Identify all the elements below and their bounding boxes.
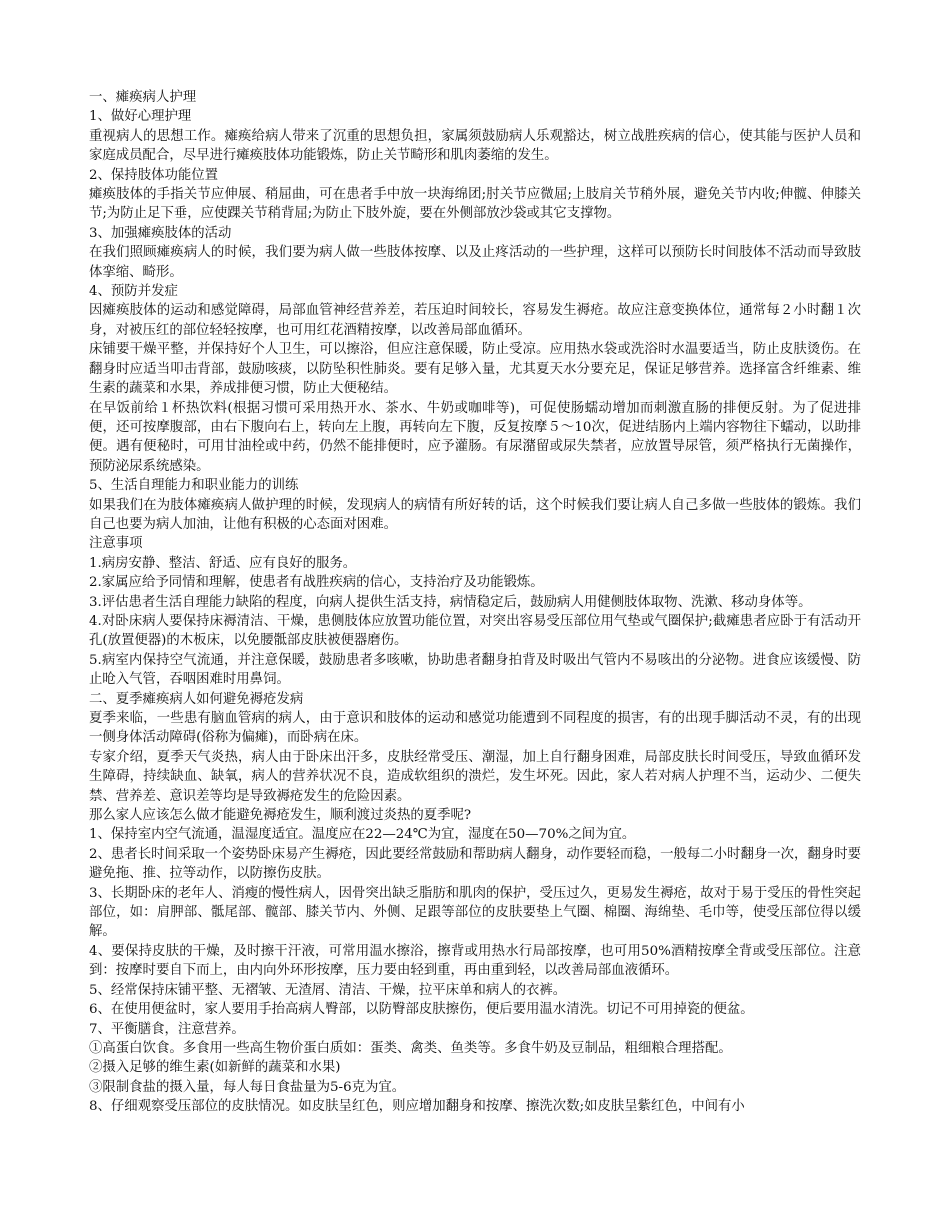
paragraph: 那么家人应该怎么做才能避免褥疮发生，顺利渡过炎热的夏季呢? <box>89 808 472 824</box>
paragraph: 重视病人的思想工作。瘫痪给病人带来了沉重的思想负担，家属须鼓励病人乐观豁达，树立战胜疾病的信心，使其能与医护人员和家庭成员配合，尽早进行瘫痪肢体功能锻炼，防止关节畸形和肌肉萎缩的发生。 <box>89 128 861 164</box>
sub-list-item: ③限制食盐的摄入量，每人每日食盐量为5-6克为宜。 <box>89 1079 406 1095</box>
paragraph: 因瘫痪肢体的运动和感觉障碍，局部血管神经营养差，若压迫时间较长，容易发生褥疮。故应注意变换体位，通常每２小时翻１次身，对被压红的部位轻轻按摩，也可用红花酒精按摩，以改善局部血循环。 <box>89 303 861 338</box>
paragraph: 专家介绍，夏季天气炎热，病人由于卧床出汗多，皮肤经常受压、潮湿，加上自行翻身困难，局部皮肤长时间受压，导致血循环发生障碍，持续缺血、缺氧，病人的营养状况不良，造成软组织的溃烂，发生坏死。因此，家人若对病人护理不当，运动少、二便失禁、营养差、意识差等均是导致褥疮发生的危险因素。 <box>89 749 861 804</box>
paragraph: 在早饭前给１杯热饮料(根据习惯可采用热开水、茶水、牛奶或咖啡等)，可促使肠蠕动增加而刺激直肠的排便反射。为了促进排便，还可按摩腹部，由右下腹向右上，转向左上腹，再转向左下腹，反复按摩５～10次，促进结肠内上端内容物往下蠕动，以助排便。遇有便秘时，可用甘油栓或中药，仍然不能排便时，应予灌肠。有尿潴留或尿失禁者，应放置导尿管，须严格执行无菌操作，预防泌尿系统感染。 <box>89 400 861 474</box>
list-item: 3、长期卧床的老年人、消瘦的慢性病人，因骨突出缺乏脂肪和肌肉的保护，受压过久，更易发生褥疮，故对于易于受压的骨性突起部位，如：肩胛部、骶尾部、髋部、膝关节内、外侧、足跟等部位的皮肤要垫上气圈、棉圈、海绵垫、毛巾等，使受压部位得以缓解。 <box>89 885 861 940</box>
paragraph: 床铺要干燥平整，并保持好个人卫生，可以擦浴，但应注意保暖，防止受凉。应用热水袋或洗浴时水温要适当，防止皮肤烫伤。在翻身时应适当叩击背部，鼓励咳痰，以防坠积性肺炎。要有足够入量，尤其夏天水分要充足，保证足够营养。选择富含纤维素、维生素的蔬菜和水果，养成排便习惯，防止大便秘结。 <box>89 342 861 397</box>
paragraph: 夏季来临，一些患有脑血管病的病人，由于意识和肢体的运动和感觉功能遭到不同程度的损害，有的出现手脚活动不灵，有的出现一侧身体活动障碍(俗称为偏瘫)，而卧病在床。 <box>89 711 861 746</box>
paragraph: 如果我们在为肢体瘫痪病人做护理的时候，发现病人的病情有所好转的话，这个时候我们要让病人自己多做一些肢体的锻炼。我们自己也要为病人加油，让他有积极的心态面对困难。 <box>89 497 861 532</box>
sub-list-item: ①高蛋白饮食。多食用一些高生物价蛋白质如：蛋类、禽类、鱼类等。多食牛奶及豆制品，粗细粮合理搭配。 <box>89 1040 732 1056</box>
subheading: 1、做好心理护理 <box>89 109 192 125</box>
list-item: 2、患者长时间采取一个姿势卧床易产生褥疮，因此要经常鼓励和帮助病人翻身，动作要轻而稳，一般每二小时翻身一次，翻身时要避免拖、推、拉等动作，以防擦伤皮肤。 <box>89 846 861 882</box>
subheading-notes: 注意事项 <box>89 536 143 552</box>
subheading: 4、预防并发症 <box>89 284 178 300</box>
list-item: 1、保持室内空气流通，温湿度适宜。温度应在22—24℃为宜，湿度在50—70%之间为宜。 <box>89 827 636 843</box>
heading-part-one: 一、瘫痪病人护理 <box>89 90 197 105</box>
sub-list-item: ②摄入足够的维生素(如新鲜的蔬菜和水果) <box>89 1060 341 1076</box>
list-item: 8、仔细观察受压部位的皮肤情况。如皮肤呈红色，则应增加翻身和按摩、擦洗次数;如皮肤呈紫红色，中间有小 <box>89 1099 745 1115</box>
subheading: 3、加强瘫痪肢体的活动 <box>89 225 232 241</box>
list-item: 7、平衡膳食，注意营养。 <box>89 1021 245 1037</box>
list-item: 5、经常保持床铺平整、无褶皱、无渣屑、清洁、干燥，拉平床单和病人的衣裤。 <box>89 982 567 998</box>
list-item: 2.家属应给予同情和理解，使患者有战胜疾病的信心，支持治疗及功能锻炼。 <box>89 575 544 591</box>
list-item: 1.病房安静、整洁、舒适、应有良好的服务。 <box>89 555 357 571</box>
list-item: 4.对卧床病人要保持床褥清洁、干燥，患侧肢体应放置功能位置，对突出容易受压部位用气垫或气圈保护;截瘫患者应卧于有活动开孔(放置便器)的木板床，以免腰骶部皮肤被便器磨伤。 <box>89 613 861 649</box>
paragraph: 瘫痪肢体的手指关节应伸展、稍屈曲，可在患者手中放一块海绵团;肘关节应微屈;上肢肩关节稍外展，避免关节内收;伸髋、伸膝关节;为防止足下垂，应使踝关节稍背屈;为防止下肢外旋，要在外侧部放沙袋或其它支撑物。 <box>89 187 861 222</box>
heading-part-two: 二、夏季瘫痪病人如何避免褥疮发病 <box>89 691 304 707</box>
list-item: 4、要保持皮肤的干燥，及时擦干汗液，可常用温水擦浴，擦背或用热水行局部按摩，也可用50%酒精按摩全背或受压部位。注意到：按摩时要自下而上，由内向外环形按摩，压力要由轻到重，再由重到轻，以改善局部血液循环。 <box>89 943 861 979</box>
list-item: 6、在使用便盆时，家人要用手抬高病人臀部，以防臀部皮肤擦伤，便后要用温水清洗。切记不可用掉瓷的便盆。 <box>89 1002 754 1018</box>
subheading: 2、保持肢体功能位置 <box>89 167 219 183</box>
list-item: 5.病室内保持空气流通，并注意保暖，鼓励患者多咳嗽，协助患者翻身拍背及时吸出气管内不易咳出的分泌物。进食应该缓慢、防止呛入气管，吞咽困难时用鼻饲。 <box>89 652 861 688</box>
subheading: 5、生活自理能力和职业能力的训练 <box>89 478 299 494</box>
list-item: 3.评估患者生活自理能力缺陷的程度，向病人提供生活支持，病情稳定后，鼓励病人用健侧肢体取物、洗漱、移动身体等。 <box>89 594 812 610</box>
paragraph: 在我们照顾瘫痪病人的时候，我们要为病人做一些肢体按摩、以及止疼活动的一些护理，这样可以预防长时间肢体不活动而导致肢体挛缩、畸形。 <box>89 245 861 280</box>
document-body <box>89 88 861 1117</box>
